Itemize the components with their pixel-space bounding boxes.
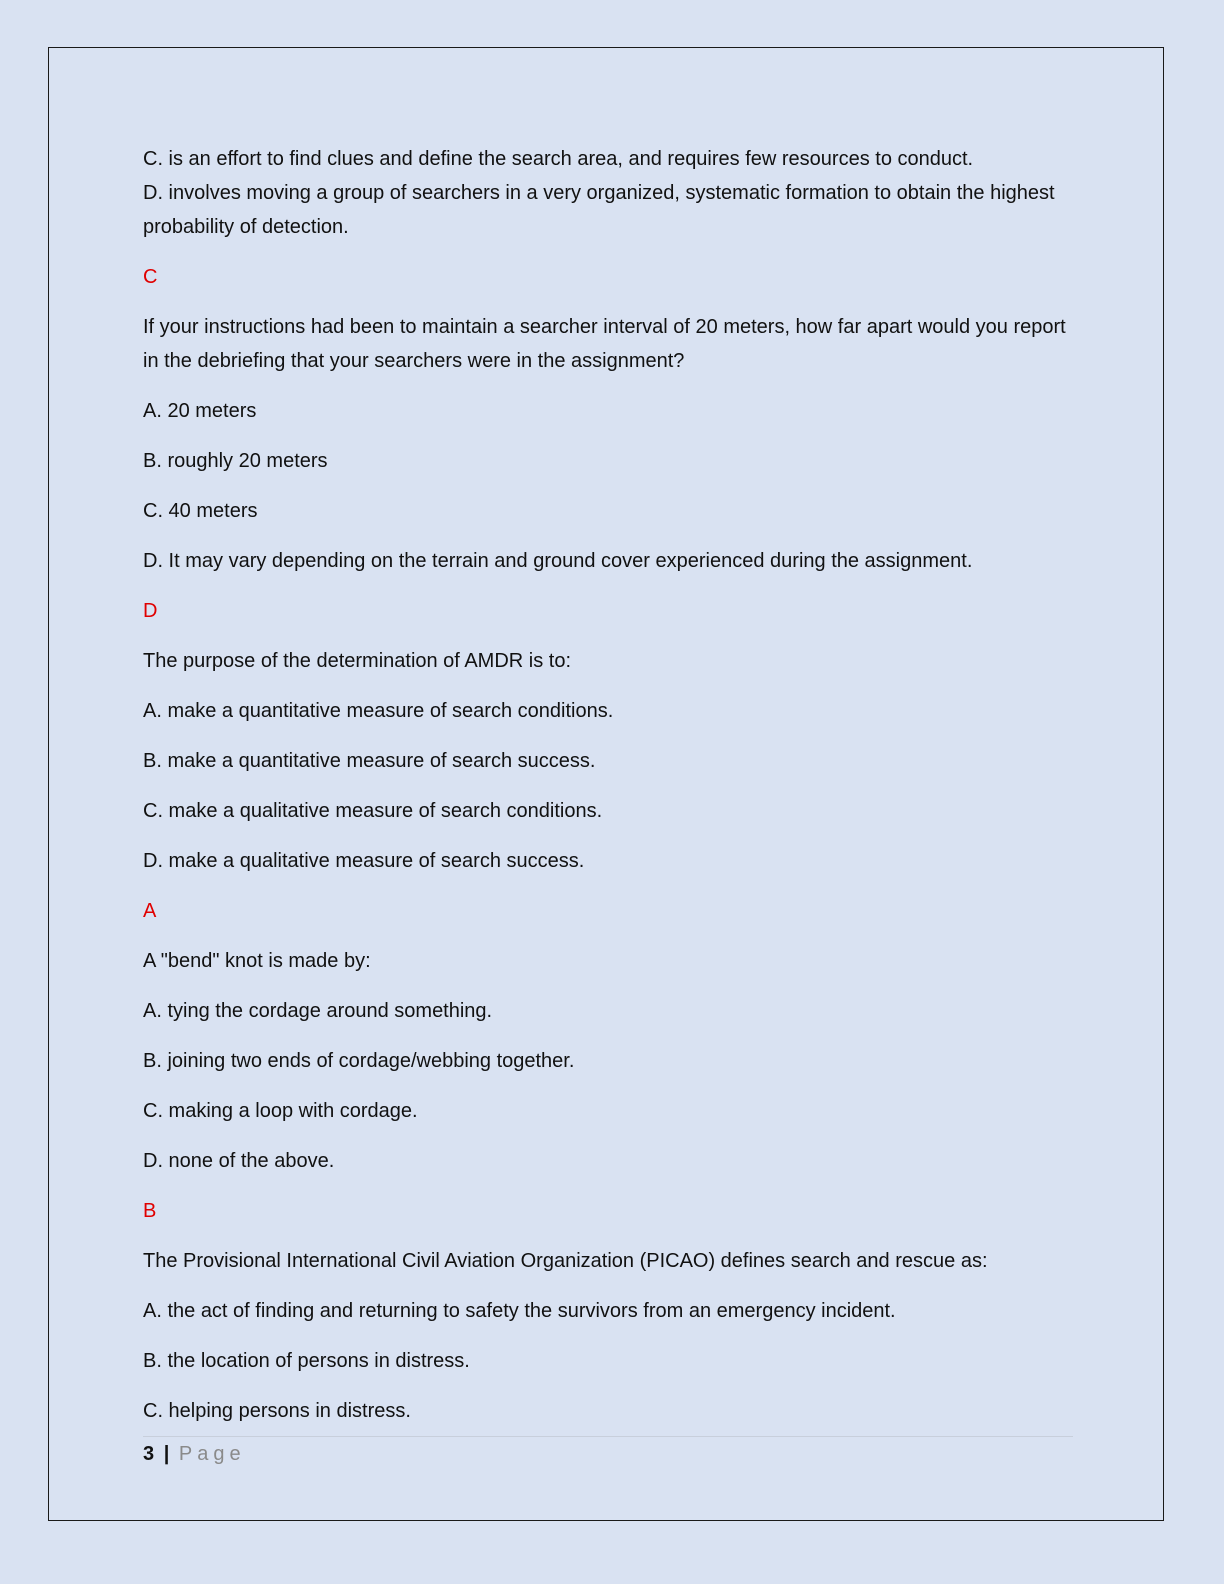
option-c: C. making a loop with cordage. <box>143 1100 418 1122</box>
option-c: C. is an effort to find clues and define the search area, and requires few resources to conduct. <box>143 148 974 170</box>
page-content <box>143 142 1083 1428</box>
page-label: Page <box>178 1443 246 1465</box>
answer-key: C <box>143 266 158 288</box>
option-b: B. make a quantitative measure of search success. <box>143 750 596 772</box>
option-d: D. involves moving a group of searchers in a very organized, systematic formation to obtain the highest probability of detection. <box>143 182 1055 238</box>
option-a: A. the act of finding and returning to safety the survivors from an emergency incident. <box>143 1300 896 1322</box>
answer-key: B <box>143 1200 157 1222</box>
question-text: A "bend" knot is made by: <box>143 950 371 972</box>
option-a: A. tying the cordage around something. <box>143 1000 493 1022</box>
option-b: B. the location of persons in distress. <box>143 1350 470 1372</box>
option-a: A. 20 meters <box>143 400 257 422</box>
option-d: D. make a qualitative measure of search success. <box>143 850 585 872</box>
option-b: B. roughly 20 meters <box>143 450 328 472</box>
question-text: If your instructions had been to maintain a searcher interval of 20 meters, how far apart would you report in the debriefing that your searchers were in the assignment? <box>143 316 1066 372</box>
question-text: The purpose of the determination of AMDR is to: <box>143 650 571 672</box>
page-number: 3 <box>143 1443 155 1465</box>
answer-key: A <box>143 900 157 922</box>
page-footer <box>143 1441 246 1467</box>
footer-divider <box>143 1436 1073 1437</box>
answer-key: D <box>143 600 158 622</box>
option-c: C. helping persons in distress. <box>143 1400 411 1422</box>
option-c: C. 40 meters <box>143 500 258 522</box>
option-d: D. It may vary depending on the terrain and ground cover experienced during the assignment. <box>143 550 973 572</box>
question-text: The Provisional International Civil Aviation Organization (PICAO) defines search and rescue as: <box>143 1250 988 1272</box>
option-b: B. joining two ends of cordage/webbing together. <box>143 1050 575 1072</box>
option-d: D. none of the above. <box>143 1150 335 1172</box>
option-a: A. make a quantitative measure of search conditions. <box>143 700 614 722</box>
footer-separator: | <box>163 1443 170 1465</box>
option-c: C. make a qualitative measure of search conditions. <box>143 800 603 822</box>
